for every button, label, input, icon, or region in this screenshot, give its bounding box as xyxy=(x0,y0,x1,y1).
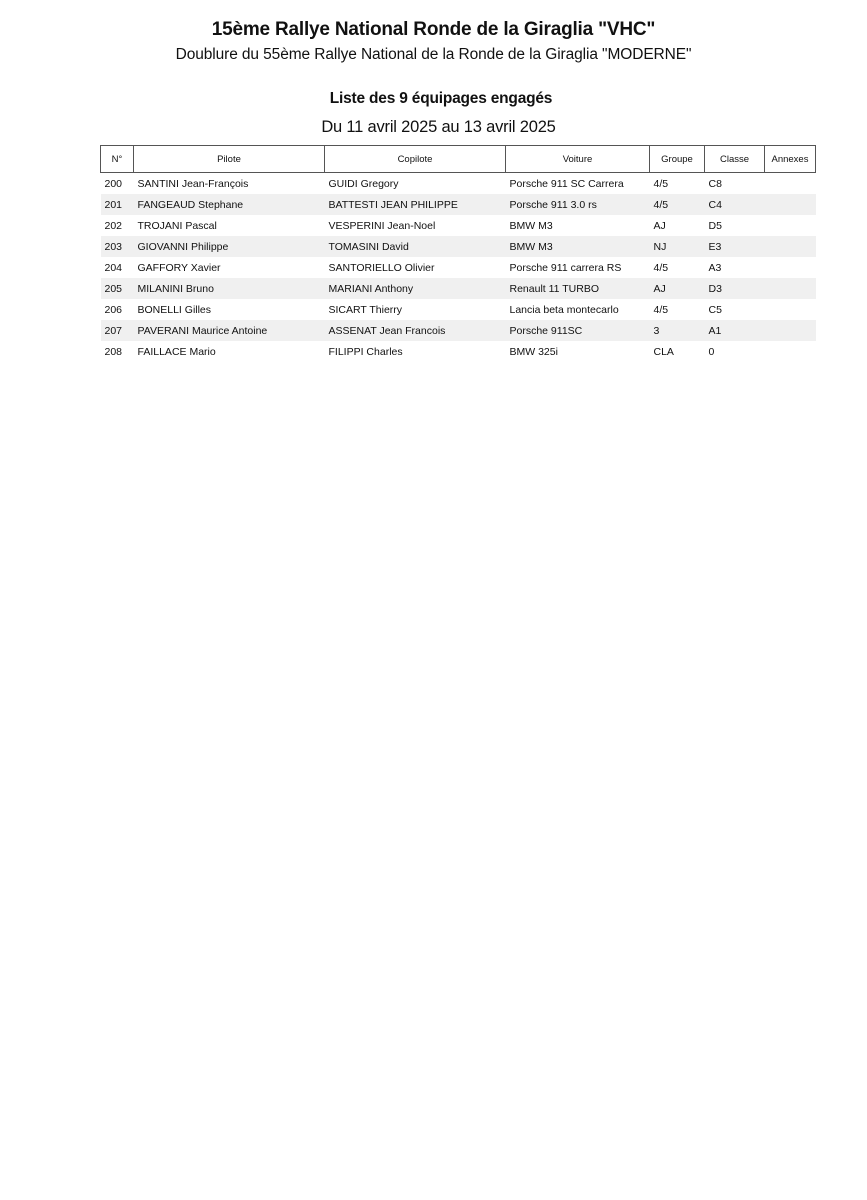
cell-pilote: PAVERANI Maurice Antoine xyxy=(134,320,325,341)
cell-annexes xyxy=(765,173,816,195)
cell-groupe: 4/5 xyxy=(650,173,705,195)
cell-copilote: SICART Thierry xyxy=(325,299,506,320)
cell-number: 205 xyxy=(101,278,134,299)
column-header-classe: Classe xyxy=(705,146,765,173)
cell-groupe: AJ xyxy=(650,278,705,299)
cell-number: 201 xyxy=(101,194,134,215)
cell-annexes xyxy=(765,194,816,215)
table-row xyxy=(101,215,816,236)
cell-voiture: Porsche 911SC xyxy=(506,320,650,341)
cell-classe: 0 xyxy=(705,341,765,362)
cell-copilote: MARIANI Anthony xyxy=(325,278,506,299)
cell-copilote: BATTESTI JEAN PHILIPPE xyxy=(325,194,506,215)
cell-groupe: AJ xyxy=(650,215,705,236)
cell-annexes xyxy=(765,215,816,236)
cell-groupe: 4/5 xyxy=(650,194,705,215)
cell-copilote: TOMASINI David xyxy=(325,236,506,257)
cell-annexes xyxy=(765,278,816,299)
event-dates: Du 11 avril 2025 au 13 avril 2025 xyxy=(321,118,556,136)
cell-annexes xyxy=(765,257,816,278)
cell-voiture: Porsche 911 carrera RS xyxy=(506,257,650,278)
cell-pilote: GIOVANNI Philippe xyxy=(134,236,325,257)
cell-classe: D3 xyxy=(705,278,765,299)
cell-pilote: TROJANI Pascal xyxy=(134,215,325,236)
cell-classe: C8 xyxy=(705,173,765,195)
document-subtitle: Doublure du 55ème Rallye National de la Ronde de la Giraglia "MODERNE" xyxy=(175,46,692,63)
cell-number: 206 xyxy=(101,299,134,320)
cell-number: 203 xyxy=(101,236,134,257)
list-title: Liste des 9 équipages engagés xyxy=(329,90,553,107)
cell-voiture: Renault 11 TURBO xyxy=(506,278,650,299)
table-row xyxy=(101,278,816,299)
cell-classe: C4 xyxy=(705,194,765,215)
cell-voiture: Porsche 911 3.0 rs xyxy=(506,194,650,215)
cell-pilote: FANGEAUD Stephane xyxy=(134,194,325,215)
table-row xyxy=(101,173,816,195)
table-row xyxy=(101,257,816,278)
cell-classe: A3 xyxy=(705,257,765,278)
table-row xyxy=(101,320,816,341)
cell-voiture: Lancia beta montecarlo xyxy=(506,299,650,320)
cell-voiture: BMW M3 xyxy=(506,236,650,257)
cell-annexes xyxy=(765,299,816,320)
cell-pilote: SANTINI Jean-François xyxy=(134,173,325,195)
cell-pilote: FAILLACE Mario xyxy=(134,341,325,362)
table-header-row xyxy=(101,146,816,173)
table-row xyxy=(101,341,816,362)
cell-number: 200 xyxy=(101,173,134,195)
table-row xyxy=(101,236,816,257)
document-title: 15ème Rallye National Ronde de la Giraglia "VHC" xyxy=(211,19,656,40)
cell-number: 202 xyxy=(101,215,134,236)
cell-annexes xyxy=(765,236,816,257)
cell-groupe: 4/5 xyxy=(650,299,705,320)
cell-copilote: GUIDI Gregory xyxy=(325,173,506,195)
cell-pilote: MILANINI Bruno xyxy=(134,278,325,299)
cell-groupe: 4/5 xyxy=(650,257,705,278)
table-row xyxy=(101,299,816,320)
cell-number: 207 xyxy=(101,320,134,341)
cell-groupe: CLA xyxy=(650,341,705,362)
cell-classe: E3 xyxy=(705,236,765,257)
cell-classe: D5 xyxy=(705,215,765,236)
cell-copilote: ASSENAT Jean Francois xyxy=(325,320,506,341)
cell-groupe: 3 xyxy=(650,320,705,341)
cell-copilote: VESPERINI Jean-Noel xyxy=(325,215,506,236)
column-header-pilote: Pilote xyxy=(134,146,325,173)
entries-table xyxy=(100,145,816,362)
column-header-annexes: Annexes xyxy=(765,146,816,173)
column-header-number: N° xyxy=(101,146,134,173)
cell-groupe: NJ xyxy=(650,236,705,257)
cell-annexes xyxy=(765,341,816,362)
cell-pilote: BONELLI Gilles xyxy=(134,299,325,320)
cell-classe: C5 xyxy=(705,299,765,320)
column-header-copilote: Copilote xyxy=(325,146,506,173)
cell-voiture: Porsche 911 SC Carrera xyxy=(506,173,650,195)
column-header-voiture: Voiture xyxy=(506,146,650,173)
cell-annexes xyxy=(765,320,816,341)
cell-pilote: GAFFORY Xavier xyxy=(134,257,325,278)
cell-copilote: FILIPPI Charles xyxy=(325,341,506,362)
cell-voiture: BMW M3 xyxy=(506,215,650,236)
column-header-groupe: Groupe xyxy=(650,146,705,173)
cell-copilote: SANTORIELLO Olivier xyxy=(325,257,506,278)
cell-number: 204 xyxy=(101,257,134,278)
table-row xyxy=(101,194,816,215)
cell-voiture: BMW 325i xyxy=(506,341,650,362)
cell-number: 208 xyxy=(101,341,134,362)
cell-classe: A1 xyxy=(705,320,765,341)
